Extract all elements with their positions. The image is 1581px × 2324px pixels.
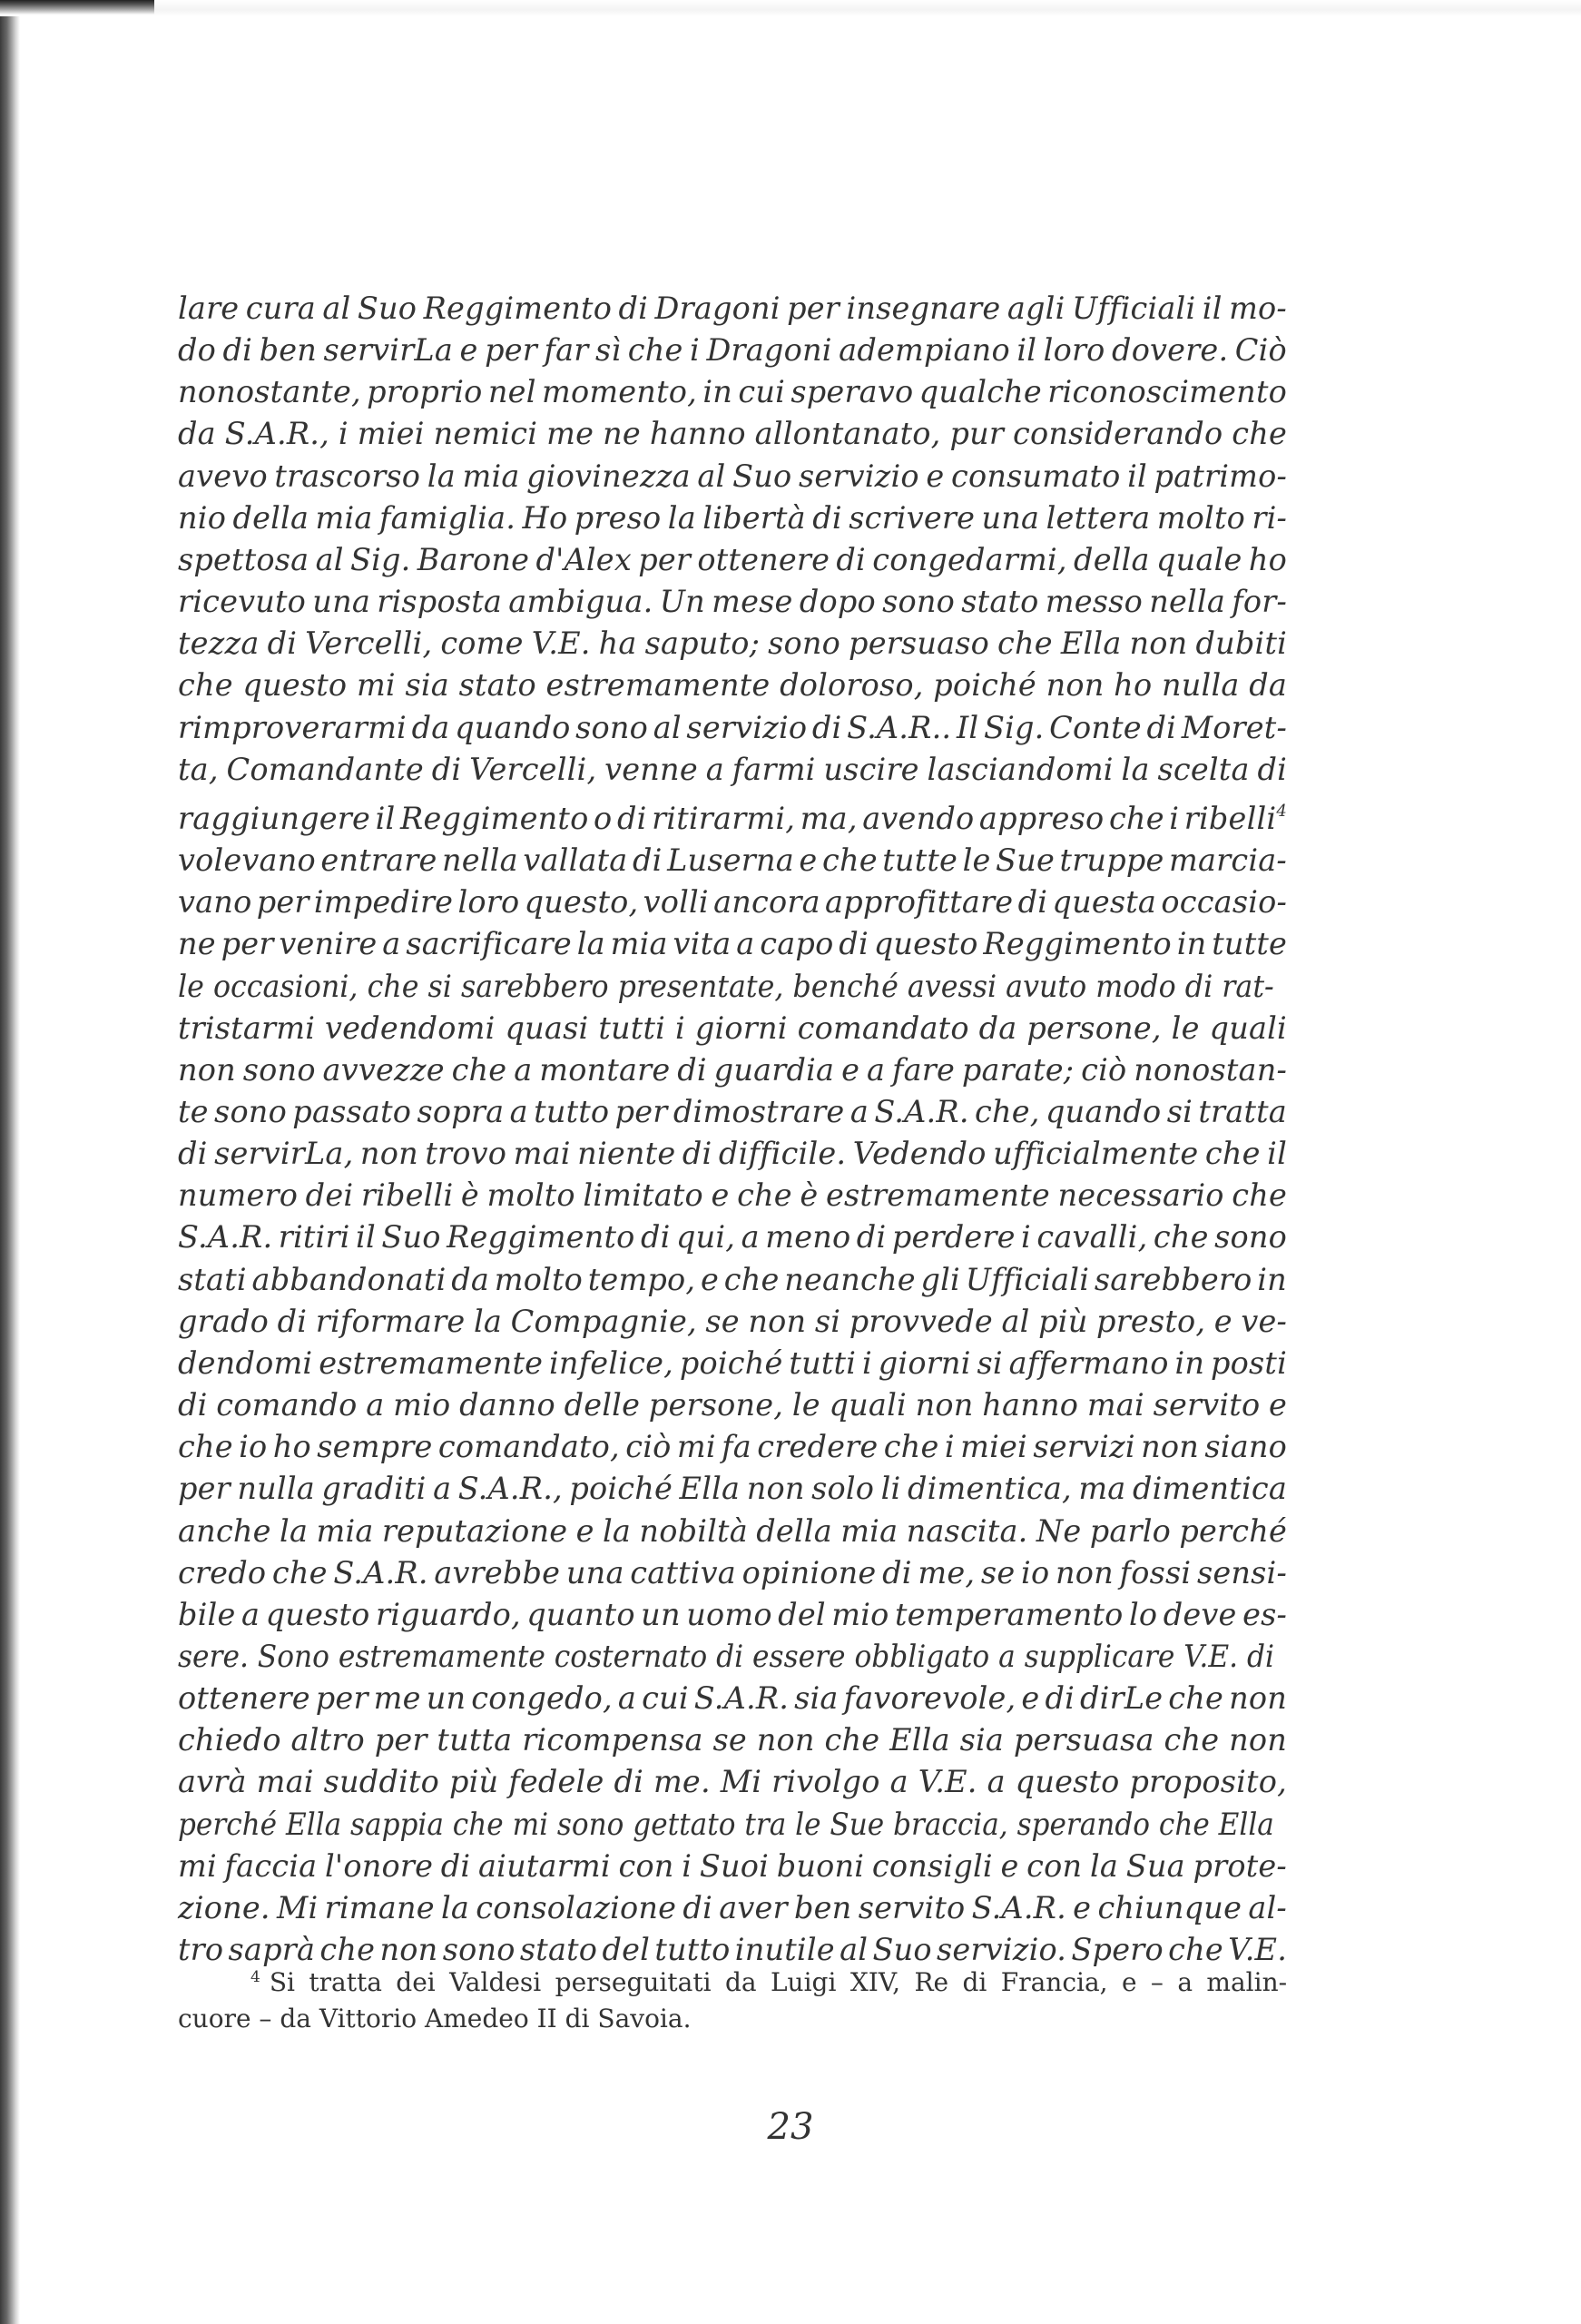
footnote-marker: 4: [250, 1968, 260, 1986]
body-line: te sono passato sopra a tutto per dimostrare a S.A.R. che, quando si tratta: [178, 1093, 1287, 1129]
body-line: avrà mai suddito più fedele di me. Mi rivolgo a V.E. a questo proposito,: [178, 1764, 1287, 1800]
body-line: per nulla graditi a S.A.R., poiché Ella non solo li dimentica, ma dimentica: [178, 1471, 1287, 1507]
body-line: tro saprà che non sono stato del tutto inutile al Suo servizio. Spero che V.E.: [178, 1932, 1288, 1968]
body-line: volevano entrare nella vallata di Luserna e che tutte le Sue truppe marcia-: [178, 842, 1287, 879]
body-line: tristarmi vedendomi quasi tutti i giorni comandato da persone, le quali: [178, 1009, 1287, 1046]
body-line: do di ben servirLa e per far sì che i Dragoni adempiano il loro dovere. Ciò: [178, 332, 1287, 369]
body-line: mi faccia l'onore di aiutarmi con i Suoi buoni consigli e con la Sua prote-: [178, 1847, 1287, 1884]
body-line: S.A.R. ritiri il Suo Reggimento di qui, a meno di perdere i cavalli, che sono: [178, 1219, 1288, 1256]
body-line: zione. Mi rimane la consolazione di aver ben servito S.A.R. e chiunque al-: [178, 1889, 1287, 1925]
body-line: lare cura al Suo Reggimento di Dragoni per insegnare agli Ufficiali il mo-: [178, 290, 1287, 326]
body-line: bile a questo riguardo, quanto un uomo del mio temperamento lo deve es-: [178, 1596, 1288, 1632]
body-line: anche la mia reputazione e la nobiltà della mia nascita. Ne parlo perché: [178, 1512, 1288, 1549]
footnote-line: cuore – da Vittorio Amedeo II di Savoia.: [178, 2004, 692, 2034]
page-number: 23: [767, 2106, 814, 2148]
body-line: chiedo altro per tutta ricompensa se non che Ella sia persuasa che non: [178, 1722, 1288, 1758]
body-text: [178, 288, 1287, 1971]
body-line: numero dei ribelli è molto limitato e che è estremamente necessario che: [178, 1177, 1287, 1214]
body-line-text: raggiungere il Reggimento o di ritirarmi, ma, avendo appreso che i ribelli: [178, 800, 1277, 836]
body-line: ottenere per me un congedo, a cui S.A.R. sia favorevole, e di dirLe che non: [178, 1680, 1287, 1717]
footnote-text: Si tratta dei Valdesi perseguitati da Luigi XIV, Re di Francia, e – a malin-: [269, 1967, 1288, 1997]
footnote-reference: 4: [1276, 801, 1287, 821]
body-line: le occasioni, che si sarebbero presentate, benché avessi avuto modo di rat-: [178, 968, 1274, 1004]
body-line: ta, Comandante di Vercelli, venne a farmi uscire lasciandomi la scelta di: [178, 751, 1288, 787]
body-line: grado di riformare la Compagnie, se non si provvede al più presto, e ve-: [178, 1303, 1288, 1339]
body-line-with-footnote-ref: [178, 791, 1287, 840]
body-line: che questo mi sia stato estremamente doloroso, poiché non ho nulla da: [178, 667, 1288, 704]
body-line: di comando a mio danno delle persone, le quali non hanno mai servito e: [178, 1387, 1288, 1423]
body-line: sere. Sono estremamente costernato di essere obbligato a supplicare V.E. di: [178, 1639, 1274, 1674]
body-line: ne per venire a sacrificare la mia vita a capo di questo Reggimento in tutte: [178, 926, 1288, 962]
body-line: perché Ella sappia che mi sono gettato tra le Sue braccia, sperando che Ella: [178, 1806, 1274, 1842]
body-line: credo che S.A.R. avrebbe una cattiva opinione di me, se io non fossi sensi-: [178, 1554, 1287, 1590]
body-line: di servirLa, non trovo mai niente di difficile. Vedendo ufficialmente che il: [178, 1136, 1287, 1172]
footnote-line: [178, 1959, 1287, 2001]
body-line: da S.A.R., i miei nemici me ne hanno allontanato, pur considerando che: [178, 416, 1288, 452]
top-edge-shadow: [0, 0, 1581, 16]
body-line: vano per impedire loro questo, volli ancora approfittare di questa occasio-: [178, 884, 1288, 921]
body-line: che io ho sempre comandato, ciò mi fa credere che i miei servizi non siano: [178, 1429, 1288, 1465]
binding-shadow: [0, 0, 20, 2324]
top-corner-shadow: [0, 0, 154, 15]
body-line: rimproverarmi da quando sono al servizio di S.A.R.. Il Sig. Conte di Moret-: [178, 709, 1287, 745]
body-line: avevo trascorso la mia giovinezza al Suo servizio e consumato il patrimo-: [178, 458, 1287, 494]
body-line: dendomi estremamente infelice, poiché tutti i giorni si affermano in posti: [178, 1344, 1287, 1381]
body-line: ricevuto una risposta ambigua. Un mese dopo sono stato messo nella for-: [178, 584, 1287, 620]
body-line: tezza di Vercelli, come V.E. ha saputo; sono persuaso che Ella non dubiti: [178, 625, 1288, 662]
body-line: non sono avvezze che a montare di guardia e a fare parate; ciò nonostan-: [178, 1051, 1288, 1088]
body-line: stati abbandonati da molto tempo, e che neanche gli Ufficiali sarebbero in: [178, 1261, 1287, 1297]
body-line: nio della mia famiglia. Ho preso la libertà di scrivere una lettera molto ri-: [178, 499, 1288, 536]
body-line: nonostante, proprio nel momento, in cui speravo qualche riconoscimento: [178, 374, 1287, 410]
footnote: [178, 1959, 1287, 2037]
body-line: spettosa al Sig. Barone d'Alex per ottenere di congedarmi, della quale ho: [178, 541, 1287, 577]
